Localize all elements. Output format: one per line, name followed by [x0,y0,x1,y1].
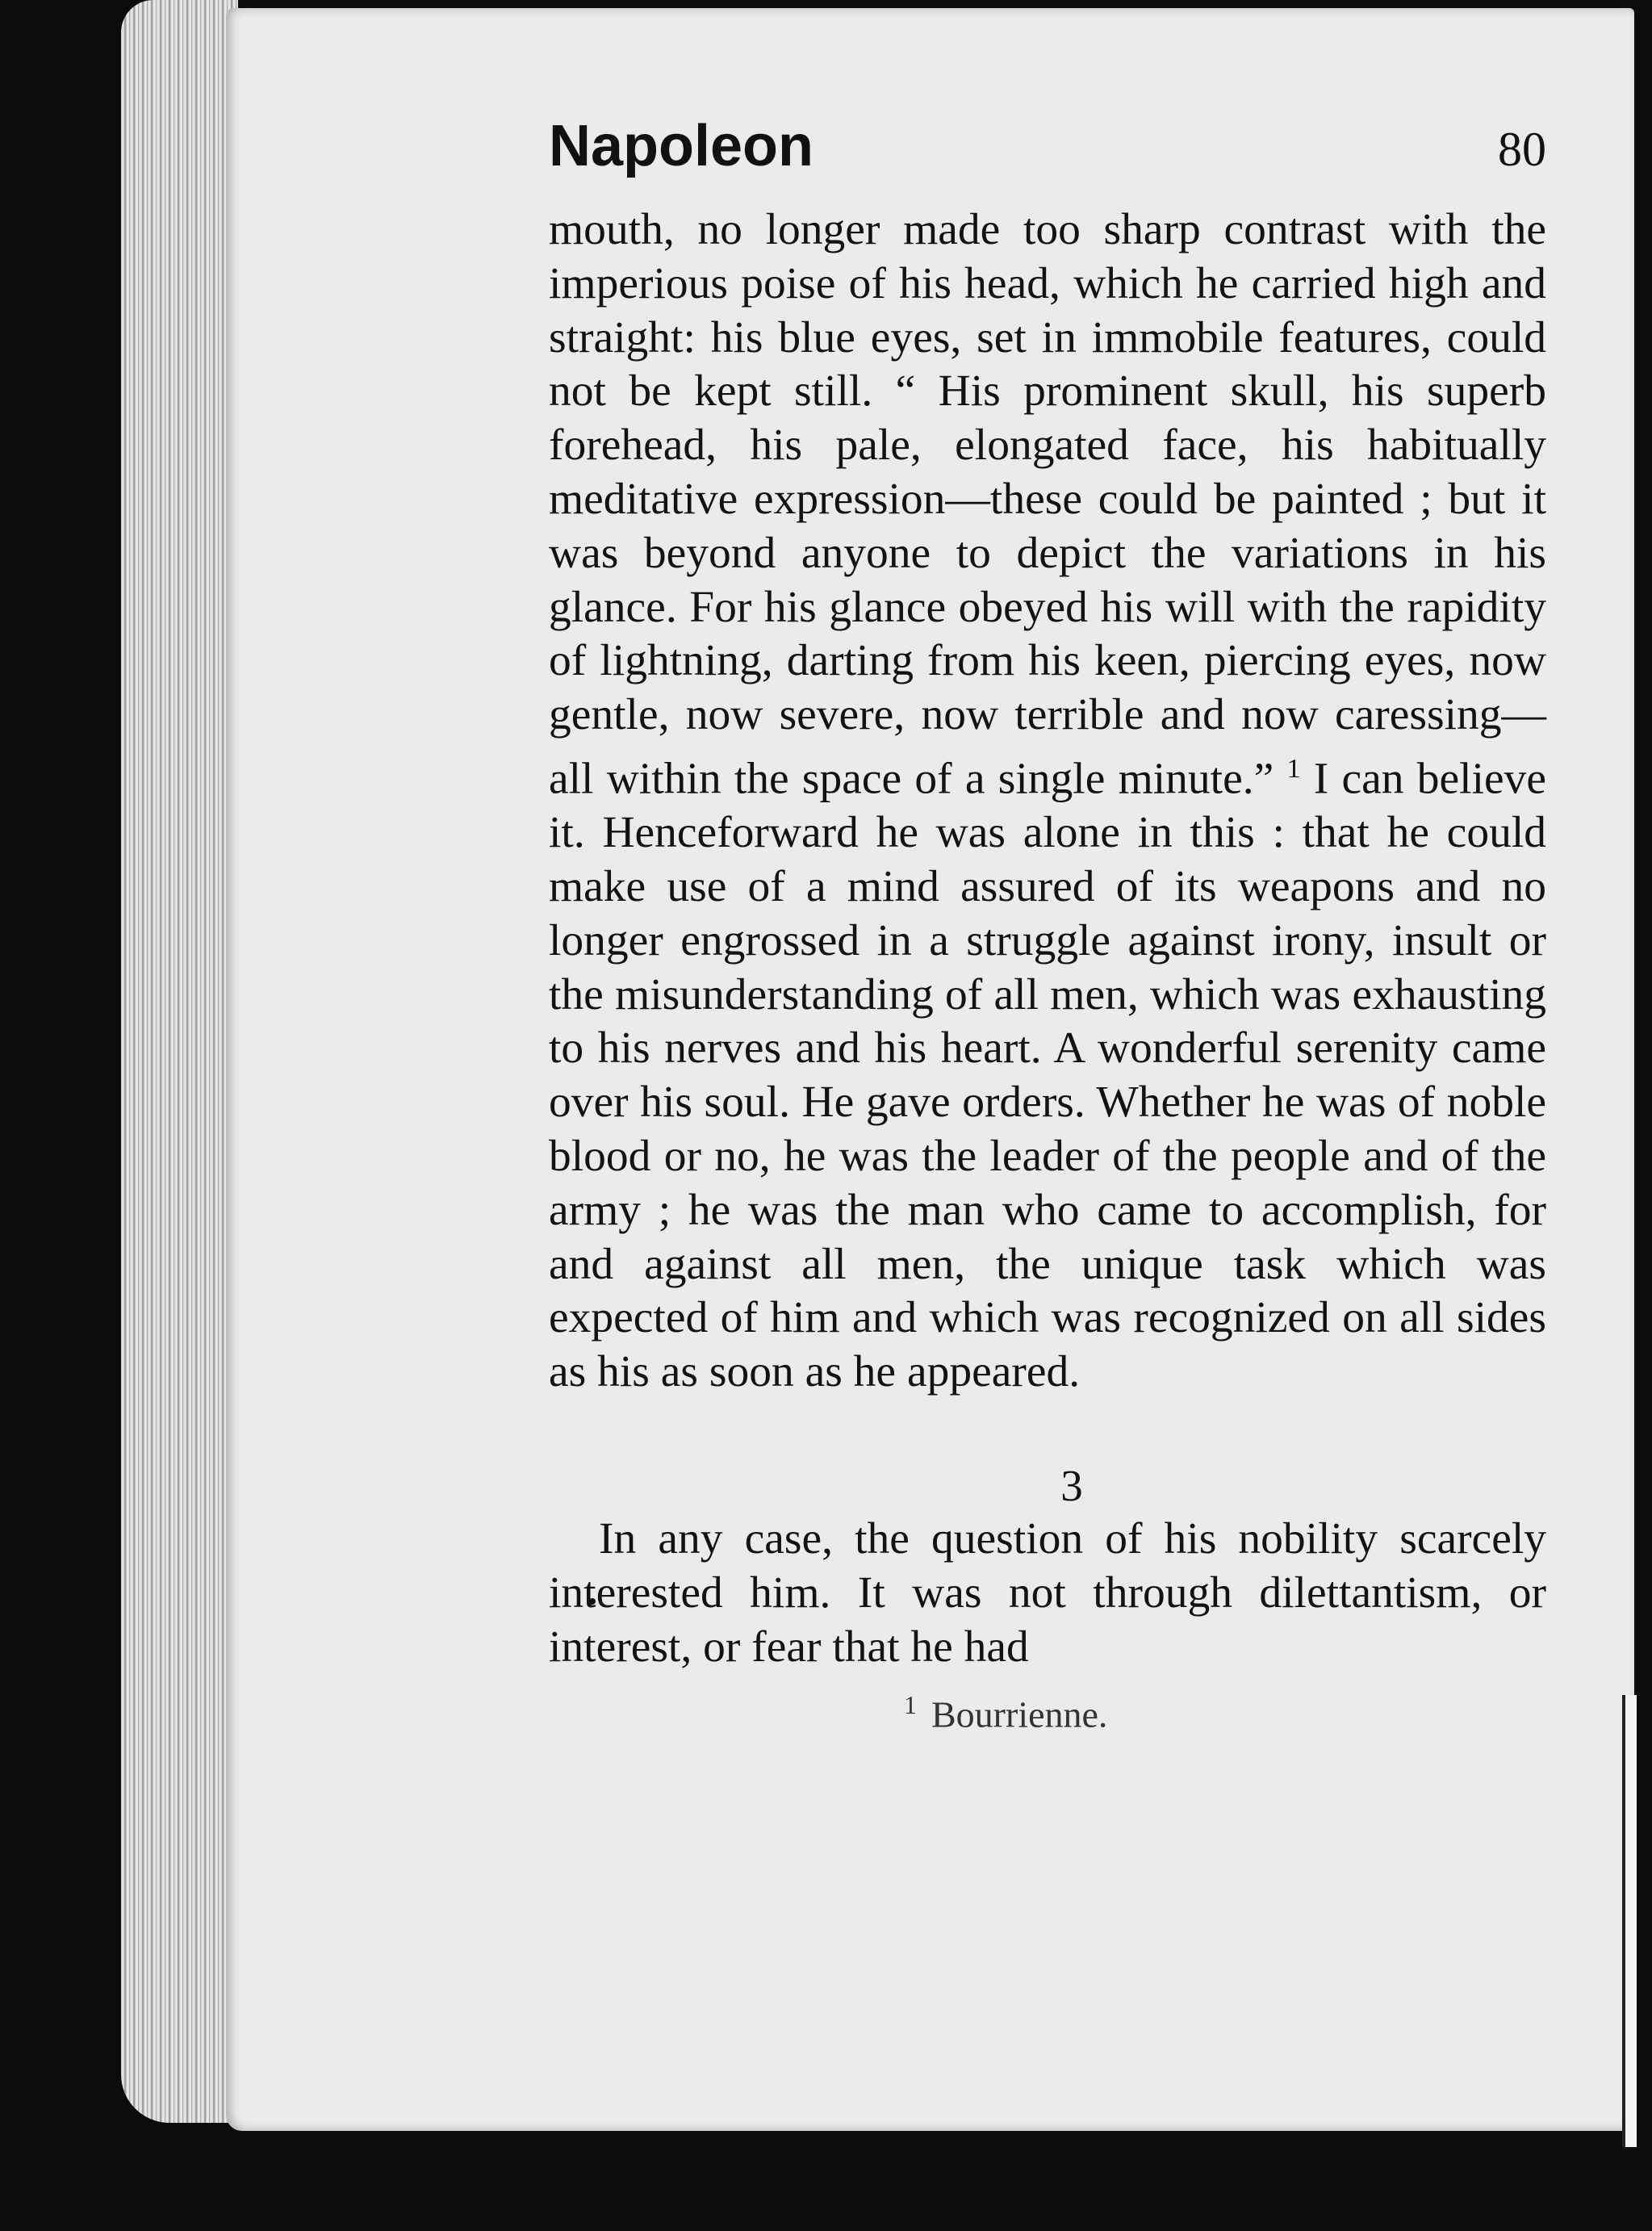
section-paragraph: In any case, the question of his nobility scarcely interested him. It was not through dilettantism, or interest, or fear that he had [549,1514,1546,1672]
footnote-reference: 1 [1286,753,1301,784]
footnote [904,1690,1546,1735]
section-number: 3 [1060,1461,1083,1511]
page-content [549,113,1546,1736]
running-head: Napoleon [549,114,814,178]
page-stack-edge [121,0,238,2123]
paragraph-text-part1: mouth, no longer made too sharp contrast with the imperious poise of his head, which he carried high and straight: his blue eyes, set in immobile features, could not be kept still. “ His prominent skull, his superb forehead, his pale, elongated face, his habitually meditative expression—these could be painted ; but it was beyond anyone to depict the variations in his glance. For his glance obeyed his will with the rapidity of lightning, darting from his keen, piercing eyes, now gentle, now severe, now terrible and now caressing—all within the space of a single minute.” [549,205,1546,804]
page-right-edge [1622,1695,1637,2147]
footnote-marker: 1 [904,1690,917,1720]
body-paragraph [549,203,1546,1400]
footnote-text: Bourrienne. [931,1693,1108,1735]
page-header [549,113,1546,203]
page-number: 80 [1498,123,1546,176]
paragraph-text-part2: I can believe it. Henceforward he was alone in this : that he could make use of a mind assured of its weapons and no longer engrossed in a struggle against irony, insult or the misunderstanding of all men, which was exhausting to his nerves and his heart. A wonderful serenity came over his soul. He gave orders. Whether he was of noble blood or no, he was the leader of the people and of the army ; he was the man who came to accomplish, for and against all men, the unique task which was expected of him and which was recognized on all sides as his as soon as he appeared. [549,754,1547,1397]
